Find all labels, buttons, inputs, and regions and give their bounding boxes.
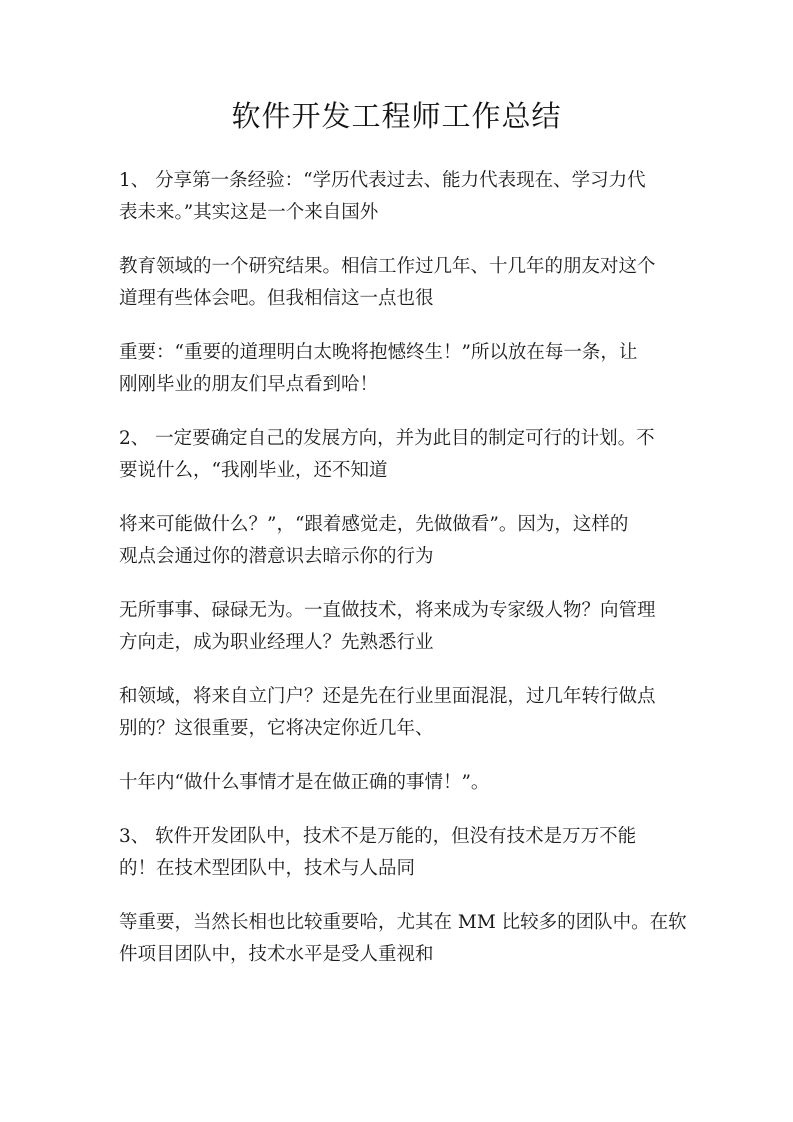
- document-body: [119, 165, 687, 993]
- paragraph-line: 和领域，将来自立门户？还是先在行业里面混混，过几年转行做点: [119, 686, 656, 707]
- document-title: 软件开发工程师工作总结: [231, 99, 562, 133]
- paragraph-line: 等重要，当然长相也比较重要哈，尤其在 MM 比较多的团队中。在软: [119, 912, 687, 933]
- paragraph-line: 的！在技术型团队中，技术与人品同: [119, 858, 416, 879]
- paragraph-3: [119, 337, 679, 401]
- paragraph-2: [119, 251, 679, 315]
- paragraph-line: 无所事事、碌碌无为。一直做技术，将来成为专家级人物？向管理: [119, 600, 656, 621]
- paragraph-8: [119, 767, 679, 799]
- paragraph-5: [119, 509, 679, 573]
- paragraph-9: [119, 821, 679, 885]
- paragraph-7: [119, 681, 679, 745]
- paragraph-line: 2、 一定要确定自己的发展方向，并为此目的制定可行的计划。不: [119, 428, 655, 449]
- paragraph-line: 教育领域的一个研究结果。相信工作过几年、十几年的朋友对这个: [119, 256, 656, 277]
- paragraph-line: 方向走，成为职业经理人？先熟悉行业: [119, 632, 434, 653]
- paragraph-1: [119, 165, 679, 229]
- paragraph-line: 将来可能做什么？”，“跟着感觉走，先做做看”。因为，这样的: [119, 514, 629, 535]
- paragraph-line: 十年内“做什么事情才是在做正确的事情！”。: [119, 772, 490, 793]
- paragraph-line: 表未来。”其实这是一个来自国外: [119, 202, 379, 223]
- paragraph-line: 要说什么，“我刚毕业，还不知道: [119, 460, 388, 481]
- paragraph-line: 3、 软件开发团队中，技术不是万能的，但没有技术是万万不能: [119, 826, 637, 847]
- paragraph-line: 1、 分享第一条经验：“学历代表过去、能力代表现在、学习力代: [119, 170, 646, 191]
- paragraph-line: 别的？这很重要，它将决定你近几年、: [119, 718, 434, 739]
- paragraph-line: 道理有些体会吧。但我相信这一点也很: [119, 288, 434, 309]
- paragraph-line: 观点会通过你的潜意识去暗示你的行为: [119, 546, 434, 567]
- paragraph-line: 重要：“重要的道理明白太晚将抱憾终生！”所以放在每一条，让: [119, 342, 638, 363]
- paragraph-6: [119, 595, 679, 659]
- paragraph-line: 刚刚毕业的朋友们早点看到哈！: [119, 374, 379, 395]
- paragraph-10: [119, 907, 687, 971]
- paragraph-line: 件项目团队中，技术水平是受人重视和: [119, 944, 434, 965]
- paragraph-4: [119, 423, 679, 487]
